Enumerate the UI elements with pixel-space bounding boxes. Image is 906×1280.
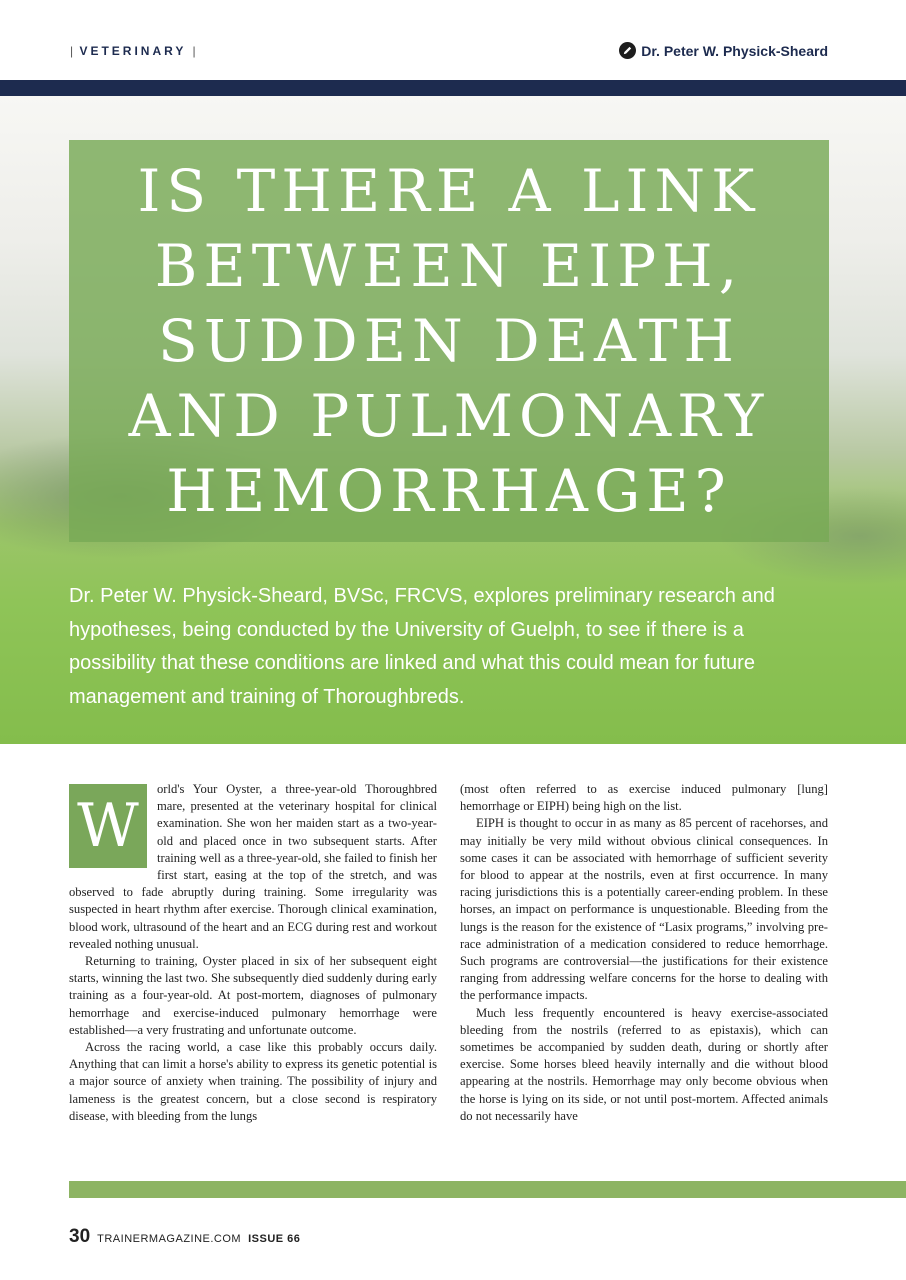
header-rule bbox=[0, 80, 906, 96]
paragraph bbox=[69, 781, 437, 953]
left-column bbox=[69, 781, 437, 1125]
header-author bbox=[619, 42, 828, 59]
pencil-icon bbox=[619, 42, 636, 59]
right-column bbox=[460, 781, 828, 1125]
page-footer bbox=[69, 1226, 300, 1248]
author-name: Dr. Peter W. Physick-Sheard bbox=[641, 42, 828, 59]
paragraph: Much less frequently encountered is heavy exercise-associated bleeding from the nostrils (referred to as epistaxis), which can sometimes be accompanied by sudden death, during or shortly after exercise. Some horses bleed heavily internally and die without blood appearing at the nostrils. Hemorrhage may only become obvious when the horse is lying on its side, or not until post-mortem. Affected animals do not necessarily have bbox=[460, 1005, 828, 1123]
hero-image bbox=[0, 96, 906, 744]
paragraph: (most often referred to as exercise induced pulmonary [lung] hemorrhage or EIPH) being high on the list. bbox=[460, 782, 828, 814]
section-name: VETERINARY bbox=[79, 44, 187, 58]
section-label: | VETERINARY | bbox=[70, 44, 196, 58]
paragraph: Across the racing world, a case like this probably occurs daily. Anything that can limit a horse's ability to express its genetic potential is a major source of anxiety when training. The possibility of injury and lameness is the greatest concern, but a close second is respiratory disease, with bleeding from the lungs bbox=[69, 1040, 437, 1123]
footer-rule bbox=[69, 1181, 906, 1198]
paragraph-text: orld's Your Oyster, a three-year-old Thoroughbred mare, presented at the veterinary hospital for clinical examination. She won her maiden start as a two-year-old and placed once in two subsequent starts. After training well as a three-year-old, she failed to finish her first start, easing at the top of the stretch, and was observed to fade abruptly during training. Some irregularity was suspected in heart rhythm after exercise. Thorough clinical examination, blood work, ultrasound of the heart and an ECG during rest and workout revealed nothing unusual. bbox=[69, 782, 437, 951]
paragraph: Returning to training, Oyster placed in six of her subsequent eight starts, winning the last two. She subsequently died suddenly during early training as a four-year-old. At post-mortem, diagnoses of pulmonary hemorrhage and exercise-induced pulmonary hemorrhage were established—a very frustrating and unfortunate outcome. bbox=[69, 954, 437, 1037]
paragraph: EIPH is thought to occur in as many as 85 percent of racehorses, and may initially be very mild without obvious clinical consequences. In some cases it can be associated with hemorrhage of sufficient severity for blood to appear at the nostrils, even at first occurrence. In many racing jurisdictions this is a potentially career-ending problem. In these horses, an impact on performance is unquestionable. Bleeding from the lungs is the reason for the existence of “Lasix programs,” involving pre-race administration of a medication considered to reduce hemorrhage. Such programs are controversial—the justifications for their existence ranging from addressing welfare concerns for the horse to dealing with the performance impacts. bbox=[460, 816, 828, 1003]
site-link[interactable]: TRAINERMAGAZINE.COM bbox=[97, 1233, 242, 1245]
standfirst: Dr. Peter W. Physick-Sheard, BVSc, FRCVS, explores preliminary research and hypotheses, being conducted by the University of Guelph, to see if there is a possibility that these conditions are linked and what this could mean for future management and training of Thoroughbreds. bbox=[69, 585, 775, 708]
drop-cap: W bbox=[69, 784, 147, 868]
title-box bbox=[69, 140, 829, 542]
page-number: 30 bbox=[69, 1226, 91, 1247]
issue-label: ISSUE 66 bbox=[248, 1233, 301, 1245]
article-title: IS THERE A LINK BETWEEN EIPH, SUDDEN DEATH AND PULMONARY HEMORRHAGE? bbox=[128, 156, 770, 525]
